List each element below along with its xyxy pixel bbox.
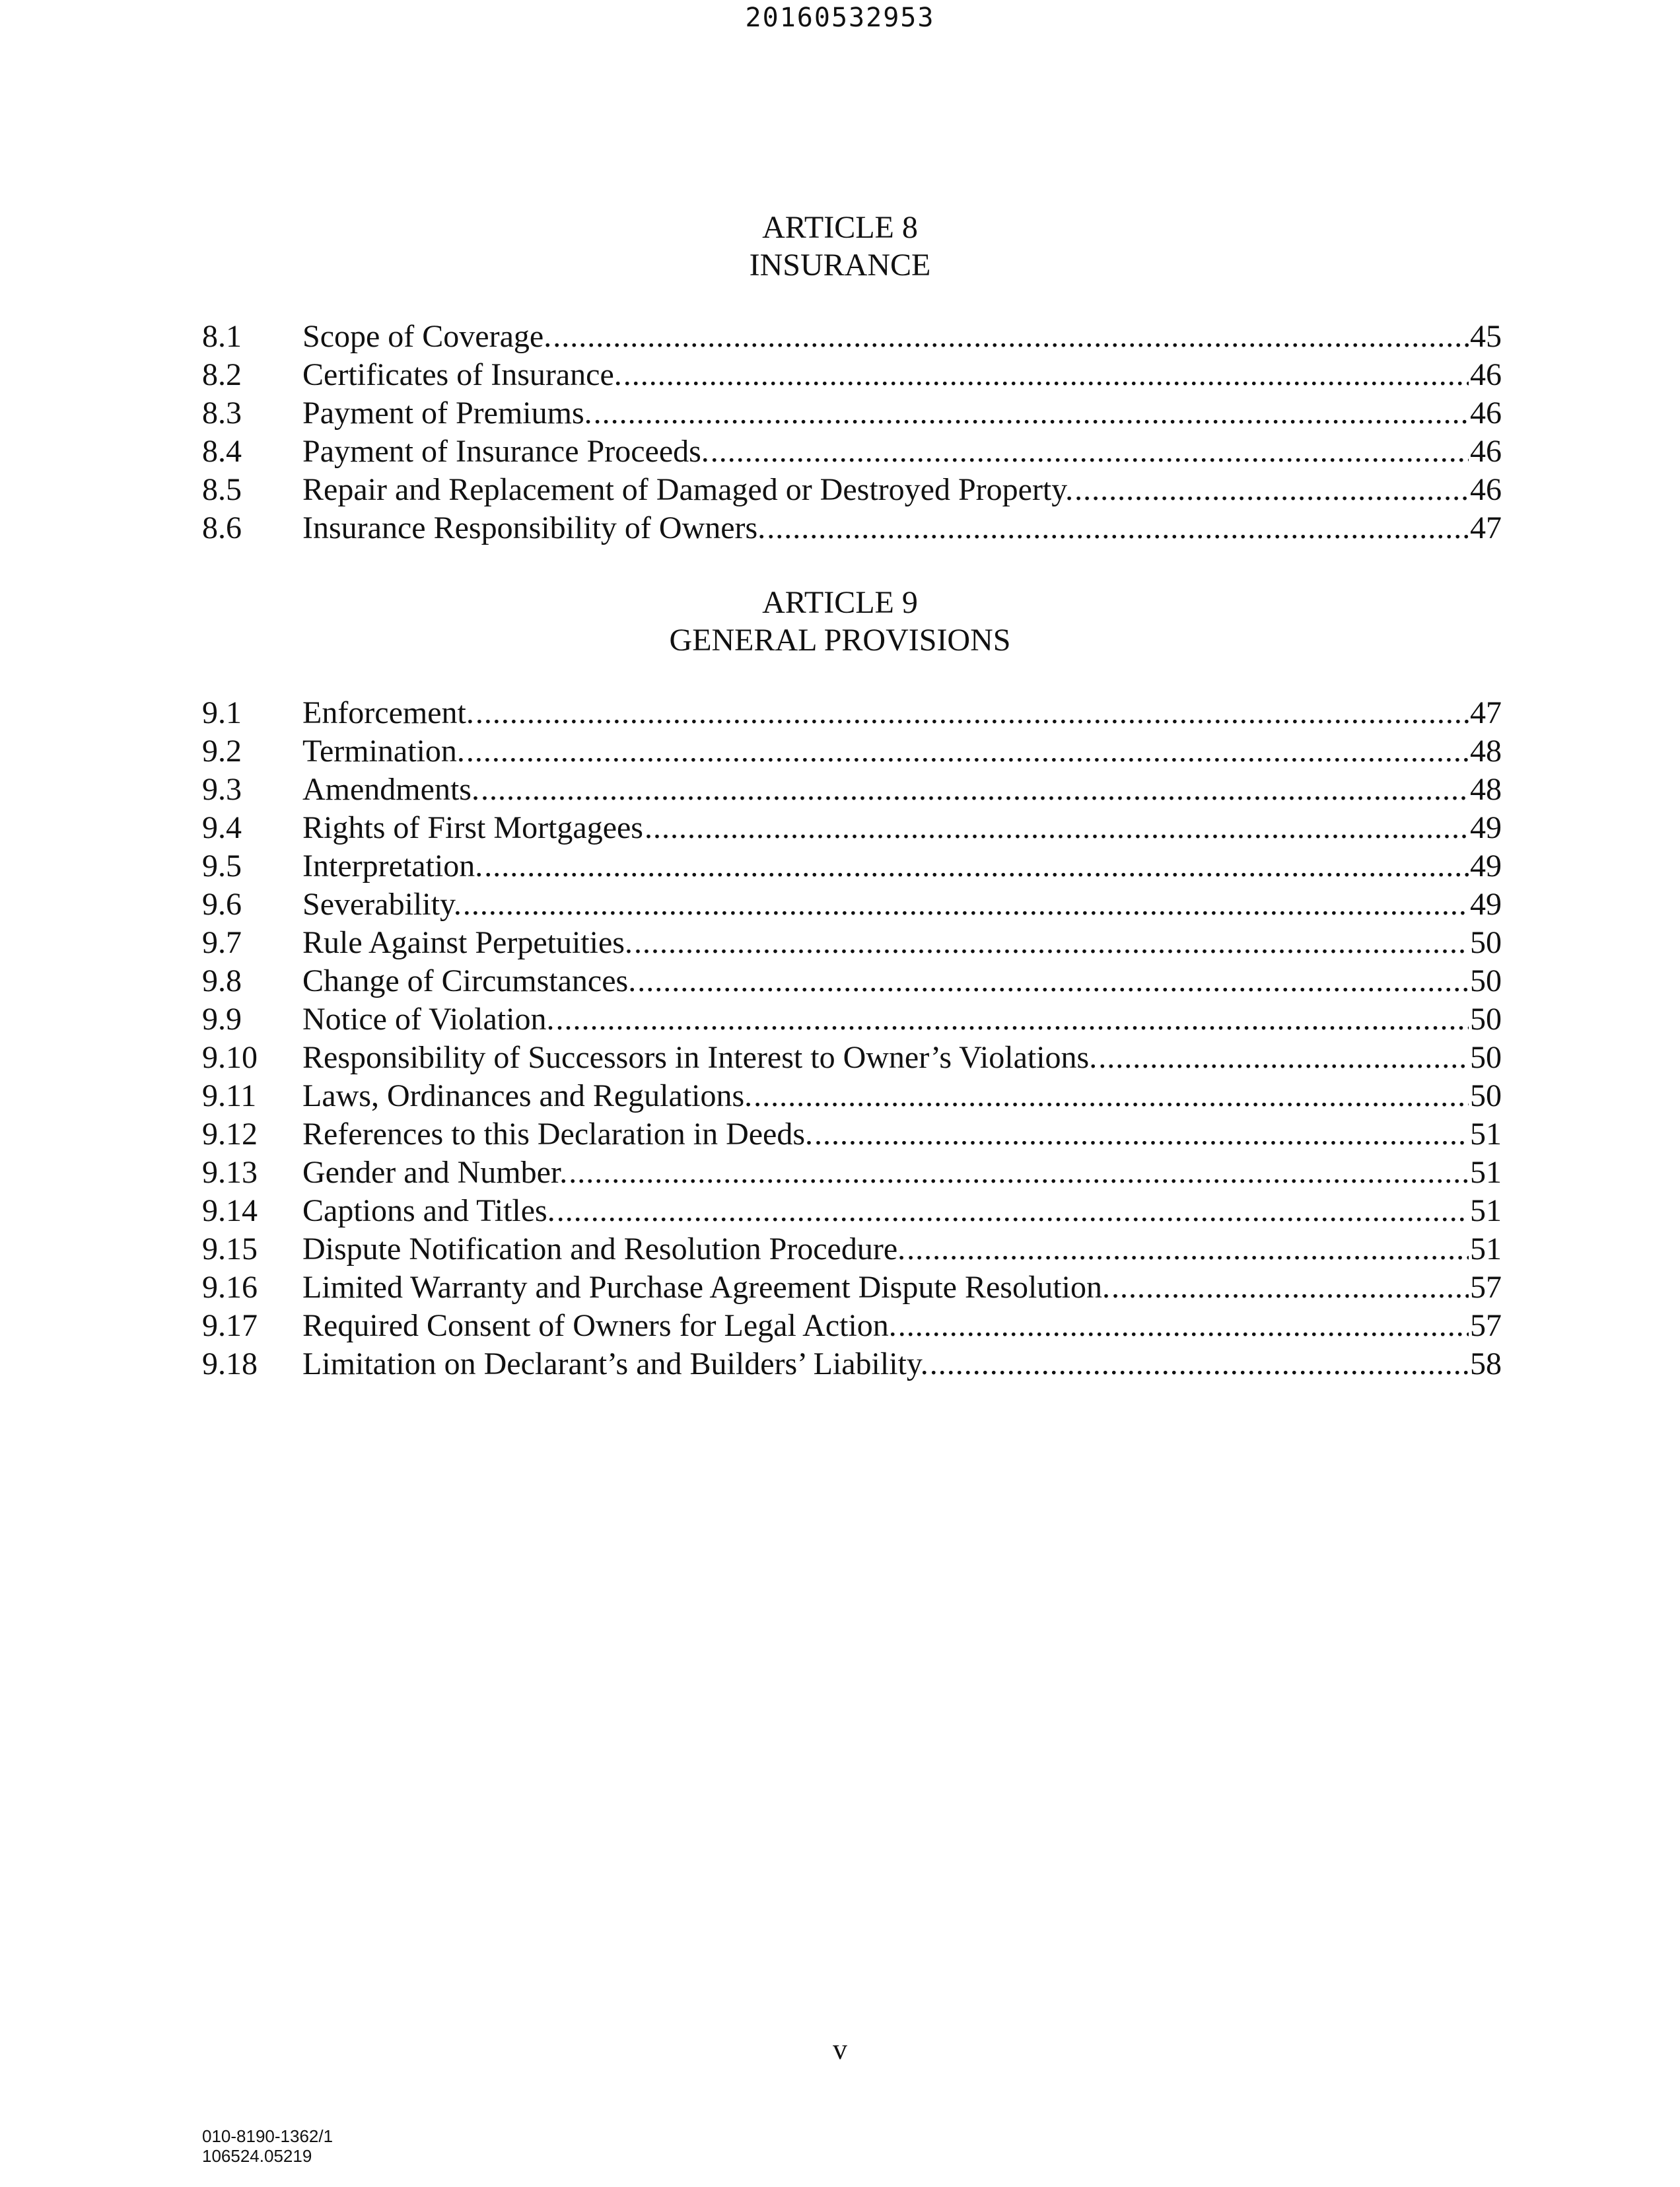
toc-entry-page: 46 <box>1470 357 1502 392</box>
dot-leader <box>645 810 1469 846</box>
toc-entry <box>202 1307 1502 1346</box>
toc-entry-number: 9.15 <box>202 1232 258 1267</box>
article-9-heading-block <box>0 584 1680 659</box>
toc-entry-title: Enforcement. <box>302 695 474 730</box>
toc-entry-number: 8.3 <box>202 396 242 431</box>
toc-entry-number: 9.13 <box>202 1155 258 1190</box>
dot-leader <box>553 318 1469 355</box>
article-8-toc <box>202 318 1502 548</box>
dot-leader <box>1098 1039 1469 1076</box>
article-9-toc <box>202 695 1502 1384</box>
toc-entry-number: 9.14 <box>202 1193 258 1228</box>
dot-leader <box>930 1346 1469 1382</box>
toc-entry-title: Change of Circumstances. <box>302 963 637 998</box>
document-footer <box>202 2126 333 2166</box>
toc-entry-page: 51 <box>1470 1193 1502 1228</box>
toc-entry-title: Interpretation. <box>302 849 483 884</box>
footer-reference-line-2: 106524.05219 <box>202 2146 312 2166</box>
article-title: GENERAL PROVISIONS <box>669 623 1011 658</box>
article-title: INSURANCE <box>749 248 931 283</box>
toc-entry-page: 48 <box>1470 772 1502 807</box>
toc-entry-title: Responsibility of Successors in Interest to Owner’s Violations. <box>302 1040 1098 1075</box>
dot-leader <box>556 1001 1469 1037</box>
toc-entry <box>202 318 1502 357</box>
article-8-heading-block <box>0 209 1680 284</box>
toc-entry-title: Termination. <box>302 734 465 769</box>
toc-entry-number: 8.6 <box>202 510 242 545</box>
toc-entry-number: 9.7 <box>202 925 242 960</box>
toc-entry-number: 9.5 <box>202 849 242 884</box>
toc-entry <box>202 1039 1502 1078</box>
toc-entry-page: 46 <box>1470 434 1502 469</box>
toc-entry <box>202 924 1502 963</box>
dot-leader <box>634 924 1469 961</box>
toc-entry-title: Dispute Notification and Resolution Procedure. <box>302 1232 906 1267</box>
toc-entry-page: 50 <box>1470 925 1502 960</box>
toc-entry <box>202 357 1502 395</box>
dot-leader <box>1111 1269 1469 1305</box>
toc-entry <box>202 771 1502 810</box>
toc-entry-title: Laws, Ordinances and Regulations. <box>302 1078 753 1113</box>
dot-leader <box>484 848 1469 884</box>
toc-entry-title: Scope of Coverage. <box>302 319 552 354</box>
toc-entry <box>202 1269 1502 1307</box>
toc-entry-page: 47 <box>1470 510 1502 545</box>
toc-entry-title: References to this Declaration in Deeds. <box>302 1117 814 1152</box>
toc-entry <box>202 1001 1502 1039</box>
dot-leader <box>767 510 1469 546</box>
dot-leader <box>557 1193 1469 1229</box>
toc-entry-page: 45 <box>1470 319 1502 354</box>
toc-entry <box>202 1346 1502 1384</box>
dot-leader <box>711 433 1469 469</box>
toc-entry <box>202 433 1502 471</box>
toc-entry <box>202 1154 1502 1193</box>
toc-entry-title: Amendments. <box>302 772 479 807</box>
toc-entry-number: 8.2 <box>202 357 242 392</box>
toc-entry-page: 49 <box>1470 810 1502 845</box>
toc-entry-title: Certificates of Insurance. <box>302 357 622 392</box>
dot-leader <box>753 1078 1469 1114</box>
dot-leader <box>594 395 1469 431</box>
dot-leader <box>898 1307 1469 1344</box>
dot-leader <box>623 357 1469 393</box>
dot-leader <box>481 771 1469 808</box>
dot-leader <box>814 1116 1469 1152</box>
toc-entry-title: Notice of Violation. <box>302 1002 555 1037</box>
toc-entry-title: Limited Warranty and Purchase Agreement Dispute Resolution. <box>302 1270 1110 1305</box>
toc-entry-number: 9.6 <box>202 887 242 922</box>
toc-entry-title: Repair and Replacement of Damaged or Destroyed Property. <box>302 472 1074 507</box>
toc-entry-page: 57 <box>1470 1308 1502 1343</box>
toc-entry <box>202 471 1502 510</box>
page-number: v <box>833 2033 847 2066</box>
toc-entry <box>202 1116 1502 1154</box>
toc-entry-title: Severability. <box>302 887 462 922</box>
toc-entry-page: 49 <box>1470 887 1502 922</box>
toc-entry-page: 47 <box>1470 695 1502 730</box>
dot-leader <box>637 963 1469 999</box>
document-number: 20160532953 <box>745 3 935 33</box>
toc-entry-number: 9.11 <box>202 1078 257 1113</box>
toc-entry-number: 9.9 <box>202 1002 242 1037</box>
toc-entry-page: 51 <box>1470 1155 1502 1190</box>
article-heading: ARTICLE 8 <box>762 210 918 245</box>
toc-entry-number: 8.1 <box>202 319 242 354</box>
toc-entry-page: 46 <box>1470 396 1502 431</box>
toc-entry-title: Insurance Responsibility of Owners. <box>302 510 766 545</box>
toc-entry-number: 9.4 <box>202 810 242 845</box>
dot-leader <box>907 1231 1469 1267</box>
toc-entry-title: Payment of Insurance Proceeds. <box>302 434 709 469</box>
toc-entry <box>202 886 1502 924</box>
toc-entry-number: 9.12 <box>202 1117 258 1152</box>
dot-leader <box>1074 471 1469 508</box>
toc-entry-number: 9.16 <box>202 1270 258 1305</box>
toc-entry-title: Required Consent of Owners for Legal Action. <box>302 1308 897 1343</box>
toc-entry-page: 50 <box>1470 1002 1502 1037</box>
dot-leader <box>569 1154 1469 1191</box>
toc-entry <box>202 963 1502 1001</box>
toc-entry <box>202 1078 1502 1116</box>
article-heading: ARTICLE 9 <box>762 585 918 620</box>
toc-entry-page: 50 <box>1470 1078 1502 1113</box>
toc-entry <box>202 848 1502 886</box>
toc-entry-number: 9.17 <box>202 1308 258 1343</box>
toc-entry <box>202 1231 1502 1269</box>
toc-entry-title: Gender and Number. <box>302 1155 568 1190</box>
toc-entry-page: 49 <box>1470 849 1502 884</box>
toc-entry <box>202 810 1502 848</box>
toc-entry-number: 9.10 <box>202 1040 258 1075</box>
toc-entry-page: 57 <box>1470 1270 1502 1305</box>
toc-entry-number: 9.2 <box>202 734 242 769</box>
dot-leader <box>463 886 1469 922</box>
toc-entry-title: Captions and Titles. <box>302 1193 555 1228</box>
dot-leader <box>475 695 1469 731</box>
toc-entry-page: 50 <box>1470 1040 1502 1075</box>
toc-entry-number: 9.18 <box>202 1346 258 1381</box>
toc-entry-number: 9.1 <box>202 695 242 730</box>
toc-entry <box>202 510 1502 548</box>
dot-leader <box>466 733 1469 769</box>
toc-entry-page: 51 <box>1470 1117 1502 1152</box>
toc-entry-page: 48 <box>1470 734 1502 769</box>
footer-reference-line-1: 010-8190-1362/1 <box>202 2126 333 2146</box>
toc-entry-page: 58 <box>1470 1346 1502 1381</box>
toc-entry-number: 9.8 <box>202 963 242 998</box>
toc-entry-page: 51 <box>1470 1232 1502 1267</box>
toc-entry-number: 8.4 <box>202 434 242 469</box>
toc-entry-title: Payment of Premiums. <box>302 396 592 431</box>
toc-entry <box>202 395 1502 433</box>
toc-entry <box>202 733 1502 771</box>
toc-entry-number: 9.3 <box>202 772 242 807</box>
toc-entry-title: Limitation on Declarant’s and Builders’ Liability. <box>302 1346 928 1381</box>
toc-entry <box>202 695 1502 733</box>
toc-entry-page: 50 <box>1470 963 1502 998</box>
toc-entry-title: Rule Against Perpetuities. <box>302 925 633 960</box>
toc-entry <box>202 1193 1502 1231</box>
toc-entry-page: 46 <box>1470 472 1502 507</box>
toc-entry-number: 8.5 <box>202 472 242 507</box>
toc-entry-title: Rights of First Mortgagees <box>302 810 643 845</box>
